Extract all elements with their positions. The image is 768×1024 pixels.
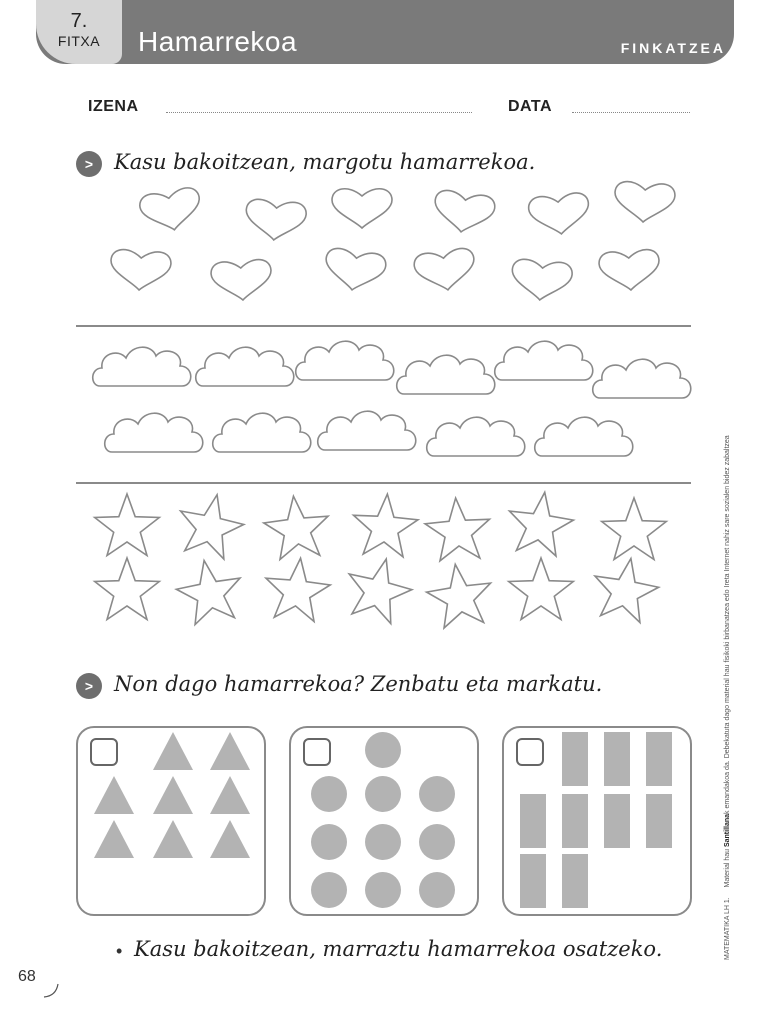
heart-shape — [431, 189, 496, 236]
count-box-triangles — [76, 726, 266, 916]
triangle-shape — [210, 776, 250, 814]
cloud-shape — [93, 347, 191, 386]
star-shape — [423, 560, 496, 630]
section1-bullet: > — [76, 151, 102, 177]
heart-shape — [413, 247, 478, 294]
triangle-shape — [210, 820, 250, 858]
heart-shape — [138, 186, 204, 235]
star-shape — [588, 553, 662, 625]
star-shape — [172, 555, 246, 627]
heart-shape — [510, 258, 573, 302]
page-title: Hamarrekoa — [138, 26, 298, 57]
star-shape — [351, 492, 420, 558]
side-text-1: Material hau — [724, 847, 731, 888]
circle-shape — [311, 872, 347, 908]
cloud-shape — [105, 413, 203, 452]
section2-instruction: Non dago hamarrekoa? Zenbatu eta markatu. — [114, 672, 603, 696]
section1-instruction: Kasu bakoitzean, margotu hamarrekoa. — [114, 150, 536, 174]
count-box-rectangles — [502, 726, 692, 916]
circle-shape — [419, 824, 455, 860]
heart-shape — [332, 189, 392, 228]
cloud-shape — [196, 347, 294, 386]
cloud-shape — [318, 411, 416, 450]
star-shape — [173, 488, 249, 562]
cloud-shape — [427, 417, 525, 456]
triangle-shape — [153, 732, 193, 770]
cloud-shape — [535, 417, 633, 456]
rectangle-shape — [604, 794, 630, 848]
hearts-group — [109, 181, 676, 303]
rectangle-shape — [646, 732, 672, 786]
circle-shape — [419, 872, 455, 908]
page-subtitle: FINKATZEA — [620, 40, 726, 56]
cloud-shape — [593, 359, 691, 398]
rectangle-shape — [520, 854, 546, 908]
triangle-shape — [210, 732, 250, 770]
heart-shape — [322, 247, 387, 294]
cloud-shape — [397, 355, 495, 394]
stars-group — [95, 488, 667, 630]
fitxa-number: 7. — [70, 10, 88, 32]
side-book-title: MATEMATIKA LH 1. — [724, 897, 731, 960]
heart-shape — [613, 181, 676, 224]
circle-shape — [365, 732, 401, 768]
heart-shape — [528, 192, 592, 237]
star-shape — [423, 496, 492, 562]
date-label: DATA — [508, 98, 553, 115]
cloud-shape — [213, 413, 311, 452]
star-shape — [602, 498, 667, 560]
star-shape — [95, 558, 160, 620]
footer-bullet: • — [116, 941, 123, 961]
divider-1 — [76, 325, 691, 327]
triangles-group — [78, 728, 264, 914]
circle-shape — [365, 776, 401, 812]
cloud-shape — [495, 341, 593, 380]
fitxa-label: FITXA — [57, 33, 101, 49]
star-shape — [261, 493, 332, 561]
rectangle-shape — [562, 854, 588, 908]
rectangle-shape — [562, 732, 588, 786]
star-shape — [509, 558, 574, 620]
triangle-shape — [153, 820, 193, 858]
clouds-group — [93, 341, 691, 456]
star-shape — [262, 555, 333, 623]
circle-shape — [311, 824, 347, 860]
page-number: 68 — [18, 968, 36, 985]
page-corner-mark — [40, 982, 62, 1000]
divider-2 — [76, 482, 691, 484]
count-box-circles — [289, 726, 479, 916]
name-label: IZENA — [88, 98, 139, 115]
triangle-shape — [153, 776, 193, 814]
side-copyright-note — [724, 320, 731, 960]
side-publisher: Santillana — [724, 813, 731, 848]
cloud-shape — [296, 341, 394, 380]
circles-group — [291, 728, 477, 914]
rectangle-shape — [604, 732, 630, 786]
star-shape — [340, 551, 418, 626]
star-shape — [95, 494, 160, 556]
side-text-2: k emandakoa da. Debekatuta dago material hau fisikoki birbanatzea edo Ireta Internet nahiz sare sozialen bidez zabaltzea — [724, 435, 731, 814]
rectangle-shape — [520, 794, 546, 848]
circle-shape — [419, 776, 455, 812]
section2-bullet: > — [76, 673, 102, 699]
heart-shape — [598, 249, 661, 292]
footer-instruction: Kasu bakoitzean, marraztu hamarrekoa osatzeko. — [134, 937, 663, 961]
circle-shape — [365, 872, 401, 908]
rectangles-group — [504, 728, 690, 914]
heart-shape — [109, 249, 172, 292]
circle-shape — [311, 776, 347, 812]
heart-shape — [210, 259, 273, 302]
triangle-shape — [94, 776, 134, 814]
rectangle-shape — [562, 794, 588, 848]
star-shape — [504, 488, 577, 558]
triangle-shape — [94, 820, 134, 858]
rectangle-shape — [646, 794, 672, 848]
circle-shape — [365, 824, 401, 860]
heart-shape — [244, 198, 307, 242]
